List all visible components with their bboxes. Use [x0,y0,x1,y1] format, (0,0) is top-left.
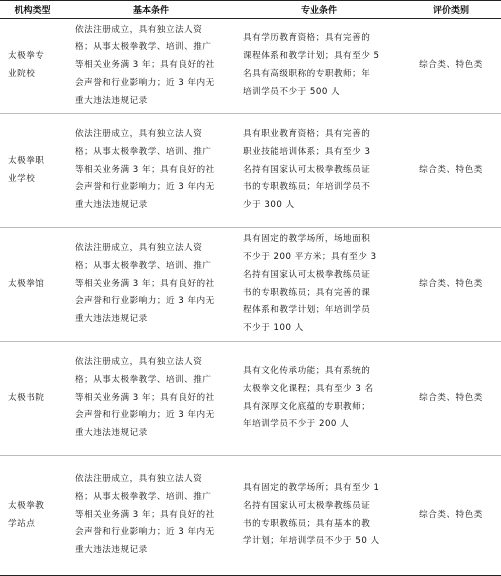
evaluation-category-cell: 综合类、特色类 [401,456,501,576]
professional-conditions-cell-line: 程体系和教学计划；年培训学员 [243,305,371,316]
header-institution-type: 机构类型 [0,1,65,19]
table-body [0,19,501,576]
institution-type-cell [0,228,65,342]
basic-conditions-cell-line: 依法注册成立，具有独立法人资 [75,129,203,139]
professional-conditions-cell-line: 具有深厚文化底蕴的专职教师； [243,401,371,412]
institution-type-cell [0,342,65,456]
professional-conditions-cell-line: 不少于 100 人 [243,323,304,334]
header-professional-conditions: 专业条件 [237,1,401,19]
professional-conditions-cell [237,456,401,576]
basic-conditions-cell-line: 重大违法违规记录 [75,428,148,439]
table-row [0,342,501,456]
basic-conditions-cell-line: 等相关业务满 3 年；具有良好的社 [75,392,215,403]
professional-conditions-cell-line: 具有学历教育资格；具有完善的 [243,33,371,44]
basic-conditions-cell-line: 会声誉和行业影响力；近 3 年内无 [75,296,215,307]
institution-type-cell-line: 学站点 [8,518,36,529]
professional-conditions-cell-line: 不少于 200 平方米；具有至少 3 [243,251,377,262]
professional-conditions-cell-line: 培训学员不少于 500 人 [243,86,341,97]
basic-conditions-cell-line: 格；从事太极拳教学、培训、推广 [75,146,212,157]
basic-conditions-cell-line: 依法注册成立，具有独立法人资 [75,24,203,35]
basic-conditions-cell-line: 等相关业务满 3 年；具有良好的社 [75,60,215,71]
basic-conditions-cell-line: 依法注册成立，具有独立法人资 [75,243,203,253]
table-row [0,456,501,576]
basic-conditions-cell-line: 等相关业务满 3 年；具有良好的社 [75,278,215,289]
basic-conditions-cell-line: 格；从事太极拳教学、培训、推广 [75,260,212,271]
professional-conditions-cell [237,342,401,456]
professional-conditions-cell [237,19,401,114]
professional-conditions-cell-line: 名持有国家认可太极拳教练员证 [243,269,371,280]
basic-conditions-cell-line: 格；从事太极拳教学、培训、推广 [75,491,212,502]
basic-conditions-cell-line: 格；从事太极拳教学、培训、推广 [75,374,212,385]
professional-conditions-cell-line: 年培训学员不少于 200 人 [243,419,350,430]
header-row [0,1,501,19]
institution-type-cell-line: 太极书院 [8,392,45,403]
institution-type-cell-line: 太极拳专 [8,51,45,62]
basic-conditions-cell-line: 重大违法违规记录 [75,314,148,325]
institution-type-cell-line: 太极拳馆 [8,278,45,289]
professional-conditions-cell-line: 名持有国家认可太极拳教练员证 [243,500,371,511]
evaluation-category-cell: 综合类、特色类 [401,228,501,342]
basic-conditions-cell-line: 重大违法违规记录 [75,545,148,556]
basic-conditions-cell [65,456,237,576]
table-row [0,228,501,342]
basic-conditions-cell [65,228,237,342]
institution-type-cell-line: 业学校 [8,173,36,184]
professional-conditions-cell-line: 具有固定的教学场所；具有至少 1 [243,482,380,493]
basic-conditions-cell-line: 重大违法违规记录 [75,200,148,211]
institution-type-cell [0,114,65,228]
institution-type-cell [0,19,65,114]
basic-conditions-cell-line: 会声誉和行业影响力；近 3 年内无 [75,182,215,193]
institution-type-cell [0,456,65,576]
table-row [0,19,501,114]
professional-conditions-cell-line: 书的专职教练员；年培训学员不 [243,182,371,193]
basic-conditions-cell-line: 重大违法违规记录 [75,95,148,106]
institution-type-cell-line: 太极拳职 [8,155,45,166]
header-evaluation-category: 评价类别 [401,1,501,19]
basic-conditions-cell-line: 等相关业务满 3 年；具有良好的社 [75,164,215,175]
professional-conditions-cell-line: 课程体系和教学计划；具有至少 5 [243,51,380,62]
evaluation-category-cell: 综合类、特色类 [401,342,501,456]
professional-conditions-cell-line: 书的专职教练员；具有完善的课 [243,287,371,298]
professional-conditions-cell-line: 名持有国家认可太极拳教练员证 [243,164,371,175]
professional-conditions-cell-line: 太极拳文化课程；具有至少 3 名 [243,383,374,394]
professional-conditions-cell-line: 少于 300 人 [243,200,295,211]
table-row [0,114,501,228]
evaluation-category-cell: 综合类、特色类 [401,19,501,114]
professional-conditions-cell [237,114,401,228]
basic-conditions-cell-line: 依法注册成立，具有独立法人资 [75,357,203,367]
professional-conditions-cell-line: 学计划；年培训学员不少于 50 人 [243,536,380,547]
institution-type-cell-line: 太极拳教 [8,500,45,511]
professional-conditions-cell [237,228,401,342]
basic-conditions-cell-line: 会声誉和行业影响力；近 3 年内无 [75,410,215,421]
header-basic-conditions: 基本条件 [65,1,237,19]
basic-conditions-cell-line: 格；从事太极拳教学、培训、推广 [75,42,212,53]
basic-conditions-cell-line: 等相关业务满 3 年；具有良好的社 [75,509,215,520]
institution-type-cell-line: 业院校 [8,69,36,79]
professional-conditions-cell-line: 职业技能培训体系；具有至少 3 [243,146,371,157]
professional-conditions-cell-line: 具有职业教育资格；具有完善的 [243,129,371,139]
evaluation-category-cell: 综合类、特色类 [401,114,501,228]
basic-conditions-cell [65,342,237,456]
professional-conditions-cell-line: 名具有高级职称的专职教师；年 [243,69,371,79]
basic-conditions-cell [65,114,237,228]
professional-conditions-cell-line: 具有固定的教学场所，场地面积 [243,234,371,245]
basic-conditions-cell-line: 会声誉和行业影响力；近 3 年内无 [75,527,215,538]
professional-conditions-cell-line: 书的专职教练员；具有基本的教 [243,518,371,529]
basic-conditions-cell-line: 依法注册成立，具有独立法人资 [75,474,203,484]
basic-conditions-cell-line: 会声誉和行业影响力；近 3 年内无 [75,77,215,88]
basic-conditions-cell [65,19,237,114]
professional-conditions-cell-line: 具有文化传承功能；具有系统的 [243,365,371,376]
